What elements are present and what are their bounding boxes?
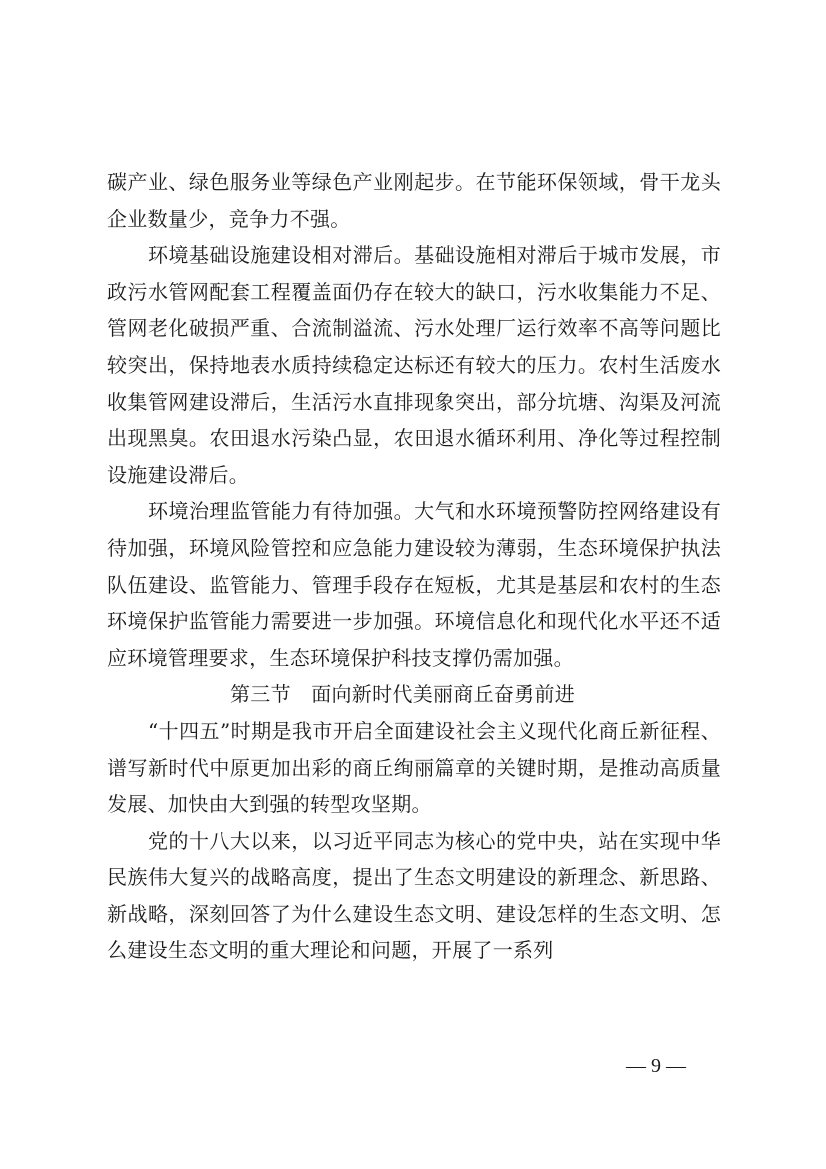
document-body	[107, 164, 721, 969]
paragraph-supervision: 环境治理监管能力有待加强。大气和水环境预警防控网络建设有待加强，环境风险管控和应急能力建设较为薄弱，生态环境保护执法队伍建设、监管能力、管理手段存在短板，尤其是基层和农村的生态环境保护监管能力需要进一步加强。环境信息化和现代化水平还不适应环境管理要求，生态环境保护科技支撑仍需加强。	[107, 499, 721, 670]
paragraph-fourteenth-five-year: “十四五”时期是我市开启全面建设社会主义现代化商丘新征程、谱写新时代中原更加出彩的商丘绚丽篇章的关键时期，是推动高质量发展、加快由大到强的转型攻坚期。	[107, 718, 721, 817]
section-heading: 第三节 面向新时代美丽商丘奋勇前进	[230, 682, 576, 707]
paragraph-eighteenth-congress: 党的十八大以来，以习近平同志为核心的党中央，站在实现中华民族伟大复兴的战略高度，提出了生态文明建设的新理念、新思路、新战略，深刻回答了为什么建设生态文明、建设怎样的生态文明、怎么建设生态文明的重大理论和问题，开展了一系列	[107, 828, 721, 963]
paragraph-infrastructure: 环境基础设施建设相对滞后。基础设施相对滞后于城市发展，市政污水管网配套工程覆盖面仍存在较大的缺口，污水收集能力不足、管网老化破损严重、合流制溢流、污水处理厂运行效率不高等问题比较突出，保持地表水质持续稳定达标还有较大的压力。农村生活废水收集管网建设滞后，生活污水直排现象突出，部分坑塘、沟渠及河流出现黑臭。农田退水污染凸显，农田退水循环利用、净化等过程控制设施建设滞后。	[107, 243, 721, 487]
page-number: — 9 —	[626, 1055, 686, 1077]
paragraph-green-industry: 碳产业、绿色服务业等绿色产业刚起步。在节能环保领域，骨干龙头企业数量少，竞争力不强。	[107, 170, 721, 231]
